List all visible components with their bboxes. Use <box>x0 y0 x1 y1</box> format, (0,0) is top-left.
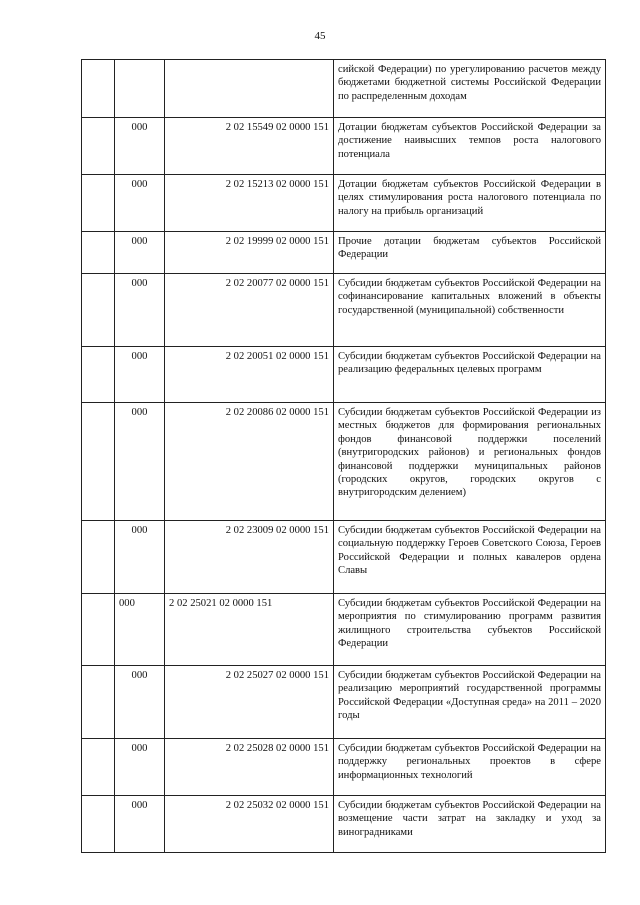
admin-code-cell <box>115 60 165 118</box>
revenue-name-cell: Прочие дотации бюджетам субъектов Российской Федерации <box>334 232 606 274</box>
table-row <box>82 118 606 175</box>
blank-cell <box>82 594 115 666</box>
budget-revenue-table <box>81 59 606 853</box>
table-row <box>82 60 606 118</box>
budget-code-cell: 2 02 25027 02 0000 151 <box>165 666 334 739</box>
admin-code-cell: 000 <box>115 521 165 594</box>
revenue-name-cell: сийской Федерации) по урегулированию расчетов между бюджетами бюджетной системы Российской Федерации по распределенным доходам <box>334 60 606 118</box>
budget-code-cell: 2 02 15213 02 0000 151 <box>165 175 334 232</box>
blank-cell <box>82 666 115 739</box>
table-row <box>82 347 606 403</box>
admin-code-cell: 000 <box>115 739 165 796</box>
blank-cell <box>82 274 115 347</box>
admin-code-cell: 000 <box>115 175 165 232</box>
budget-code-cell: 2 02 25032 02 0000 151 <box>165 796 334 853</box>
blank-cell <box>82 521 115 594</box>
admin-code-cell: 000 <box>115 594 165 666</box>
table-row <box>82 666 606 739</box>
table-row <box>82 739 606 796</box>
revenue-name-cell: Субсидии бюджетам субъектов Российской Федерации на поддержку региональных проектов в сфере информационных технологий <box>334 739 606 796</box>
budget-code-cell: 2 02 19999 02 0000 151 <box>165 232 334 274</box>
revenue-name-cell: Субсидии бюджетам субъектов Российской Федерации на софинансирование капитальных вложений в объекты государственной (муниципальной) собственности <box>334 274 606 347</box>
budget-code-cell: 2 02 25021 02 0000 151 <box>165 594 334 666</box>
revenue-name-cell: Субсидии бюджетам субъектов Российской Федерации из местных бюджетов для формирования региональных фондов финансовой поддержки поселений (внутригородских районов) и региональных фондов финансовой поддержки муниципальных районов (городских округов, городских округов с внутригородским делением) <box>334 403 606 521</box>
table-row <box>82 274 606 347</box>
budget-code-cell: 2 02 20086 02 0000 151 <box>165 403 334 521</box>
revenue-name-cell: Субсидии бюджетам субъектов Российской Федерации на социальную поддержку Героев Советского Союза, Героев Российской Федерации и полных кавалеров ордена Славы <box>334 521 606 594</box>
blank-cell <box>82 118 115 175</box>
budget-code-cell <box>165 60 334 118</box>
admin-code-cell: 000 <box>115 232 165 274</box>
revenue-name-cell: Субсидии бюджетам субъектов Российской Федерации на мероприятия по стимулированию программ развития жилищного строительства субъектов Российской Федерации <box>334 594 606 666</box>
table-row <box>82 594 606 666</box>
budget-code-cell: 2 02 23009 02 0000 151 <box>165 521 334 594</box>
admin-code-cell: 000 <box>115 796 165 853</box>
blank-cell <box>82 796 115 853</box>
table-row <box>82 403 606 521</box>
blank-cell <box>82 175 115 232</box>
page-number: 45 <box>314 30 326 42</box>
admin-code-cell: 000 <box>115 666 165 739</box>
revenue-name-cell: Дотации бюджетам субъектов Российской Федерации за достижение наивысших темпов роста налогового потенциала <box>334 118 606 175</box>
admin-code-cell: 000 <box>115 347 165 403</box>
budget-code-cell: 2 02 20077 02 0000 151 <box>165 274 334 347</box>
blank-cell <box>82 347 115 403</box>
blank-cell <box>82 403 115 521</box>
table-row <box>82 796 606 853</box>
blank-cell <box>82 739 115 796</box>
admin-code-cell: 000 <box>115 274 165 347</box>
table-row <box>82 232 606 274</box>
revenue-name-cell: Субсидии бюджетам субъектов Российской Федерации на реализацию федеральных целевых программ <box>334 347 606 403</box>
table-row <box>82 521 606 594</box>
admin-code-cell: 000 <box>115 403 165 521</box>
revenue-name-cell: Субсидии бюджетам субъектов Российской Федерации на реализацию мероприятий государственной программы Российской Федерации «Доступная среда» на 2011 – 2020 годы <box>334 666 606 739</box>
budget-code-cell: 2 02 25028 02 0000 151 <box>165 739 334 796</box>
revenue-name-cell: Дотации бюджетам субъектов Российской Федерации в целях стимулирования роста налогового потенциала по налогу на прибыль организаций <box>334 175 606 232</box>
budget-code-cell: 2 02 20051 02 0000 151 <box>165 347 334 403</box>
table-row <box>82 175 606 232</box>
blank-cell <box>82 60 115 118</box>
admin-code-cell: 000 <box>115 118 165 175</box>
revenue-name-cell: Субсидии бюджетам субъектов Российской Федерации на возмещение части затрат на закладку и уход за виноградниками <box>334 796 606 853</box>
budget-code-cell: 2 02 15549 02 0000 151 <box>165 118 334 175</box>
blank-cell <box>82 232 115 274</box>
